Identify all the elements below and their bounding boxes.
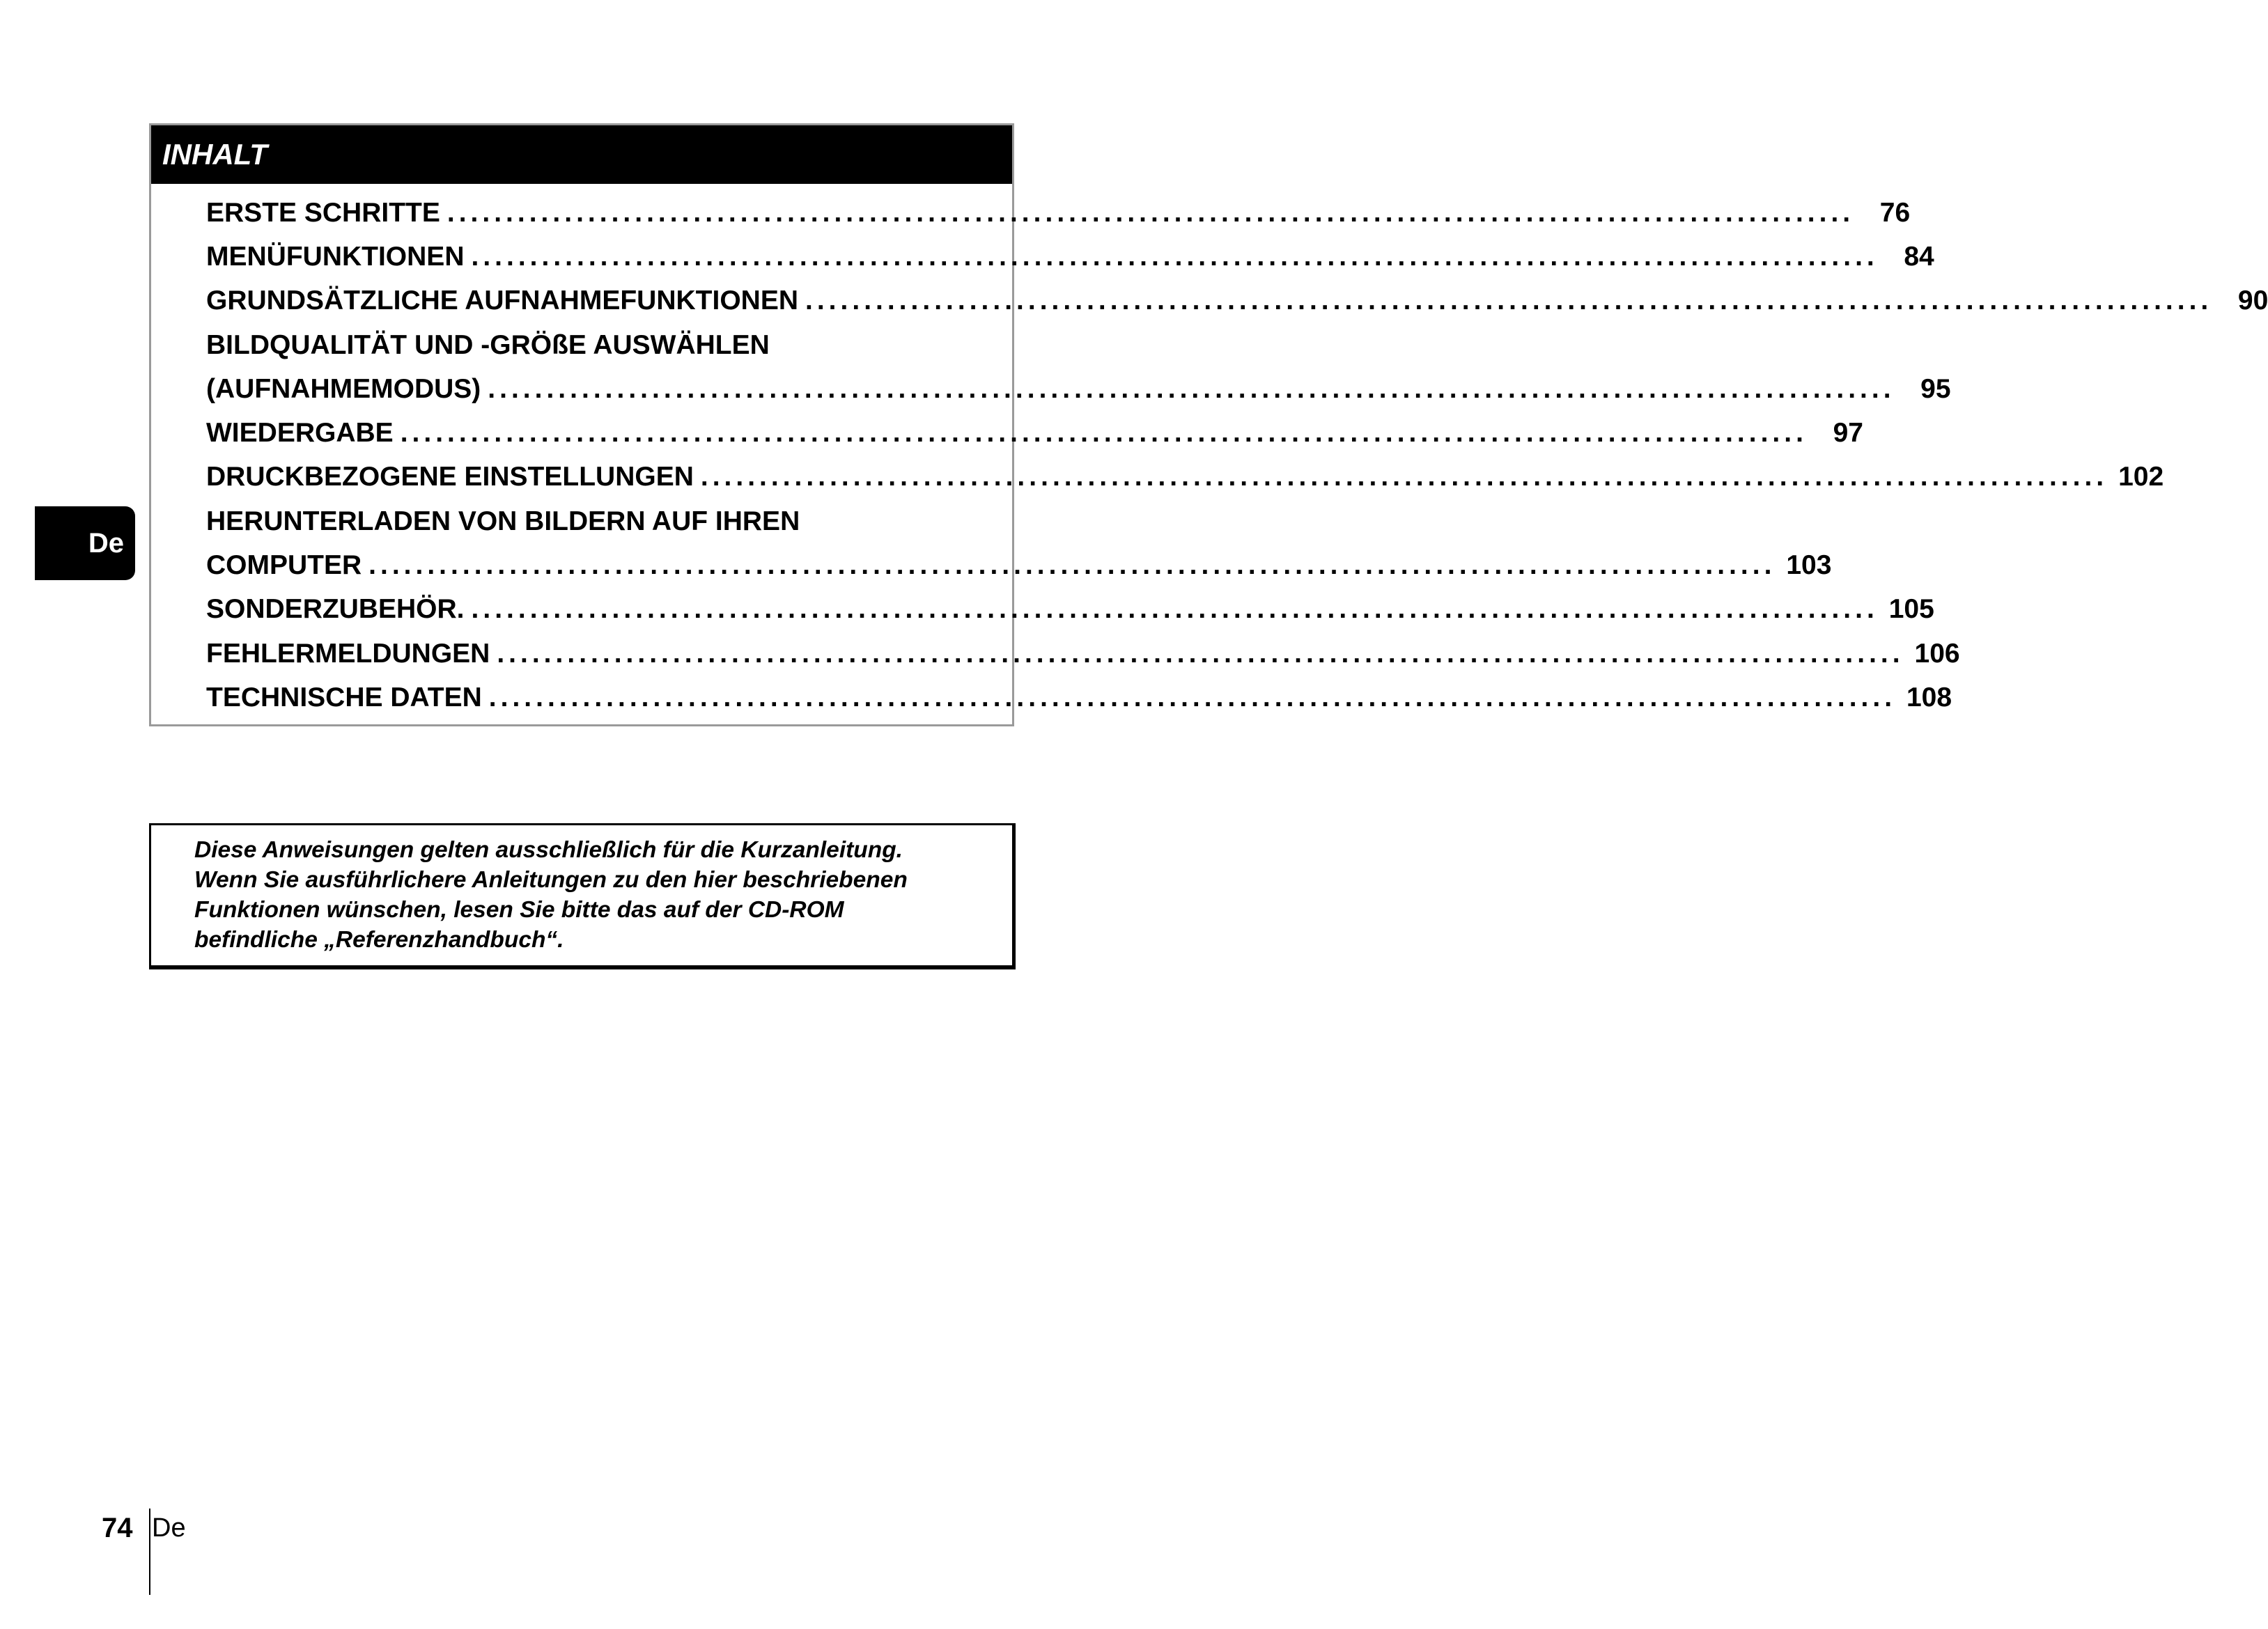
toc-entry[interactable] bbox=[206, 455, 2164, 499]
toc-entry[interactable] bbox=[206, 543, 1832, 587]
toc-entry-continued[interactable] bbox=[206, 499, 986, 543]
dot-leader: ........................................................................................................................ bbox=[446, 197, 1855, 228]
toc-entry-page: 108 bbox=[1906, 682, 1952, 712]
dot-leader: ........................................................................................................................ bbox=[488, 373, 1895, 404]
toc-entry-title: TECHNISCHE DATEN bbox=[206, 682, 482, 712]
note-box bbox=[149, 823, 1016, 969]
toc-entry-title: GRUNDSÄTZLICHE AUFNAHMEFUNKTIONEN bbox=[206, 286, 799, 316]
dot-leader: ........................................................................................................................ bbox=[400, 418, 1808, 449]
toc-entry[interactable] bbox=[206, 632, 1960, 676]
toc-entry-title: DRUCKBEZOGENE EINSTELLUNGEN bbox=[206, 462, 694, 492]
toc-entry-title: HERUNTERLADEN VON BILDERN AUF IHREN bbox=[206, 506, 800, 536]
note-line: Diese Anweisungen gelten ausschließlich für die Kurzanleitung. bbox=[194, 837, 903, 863]
dot-leader: ........................................................................................................................ bbox=[488, 682, 1897, 712]
toc-entry[interactable] bbox=[206, 588, 1934, 632]
toc-entry-title: COMPUTER bbox=[206, 550, 362, 581]
dot-leader: ........................................................................................................................ bbox=[471, 594, 1879, 625]
toc-heading: INHALT bbox=[151, 125, 1012, 184]
toc-entry-title: SONDERZUBEHÖR. bbox=[206, 594, 465, 625]
note-line: Wenn Sie ausführlichere Anleitungen zu den hier beschriebenen bbox=[194, 867, 908, 893]
toc-entry-title: WIEDERGABE bbox=[206, 418, 394, 449]
footer-language: De bbox=[152, 1513, 186, 1543]
toc-entry-page: 97 bbox=[1833, 418, 1863, 449]
toc-entries bbox=[206, 191, 2268, 720]
note-line: befindliche „Referenzhandbuch“. bbox=[194, 927, 564, 953]
toc-entry-page: 95 bbox=[1920, 373, 1951, 404]
toc-entry[interactable] bbox=[206, 235, 1934, 279]
table-of-contents bbox=[149, 123, 2268, 726]
toc-entry[interactable] bbox=[206, 279, 2268, 323]
dot-leader: ........................................................................................................................ bbox=[368, 550, 1776, 581]
dot-leader: ........................................................................................................................ bbox=[497, 638, 1904, 669]
toc-entry-continued[interactable] bbox=[206, 323, 986, 367]
footer-divider bbox=[149, 1509, 150, 1595]
toc-entry-page: 102 bbox=[2118, 462, 2164, 492]
toc-entry[interactable] bbox=[206, 367, 1951, 411]
toc-entry-page: 90 bbox=[2237, 286, 2268, 316]
toc-entry-page: 105 bbox=[1888, 594, 1934, 625]
toc-entry-page: 76 bbox=[1879, 197, 1911, 228]
toc-entry[interactable] bbox=[206, 411, 1863, 455]
toc-entry-title: BILDQUALITÄT UND -GRÖßE AUSWÄHLEN bbox=[206, 329, 770, 360]
toc-entry[interactable] bbox=[206, 676, 1952, 719]
toc-entry[interactable] bbox=[206, 191, 1911, 235]
note-line: Funktionen wünschen, lesen Sie bitte das auf der CD-ROM bbox=[194, 897, 844, 923]
dot-leader: ........................................................................................................................ bbox=[805, 286, 2213, 316]
toc-entry-title: ERSTE SCHRITTE bbox=[206, 197, 440, 228]
dot-leader: ........................................................................................................................ bbox=[471, 241, 1879, 272]
toc-entry-page: 106 bbox=[1914, 638, 1960, 669]
toc-entry-title: MENÜFUNKTIONEN bbox=[206, 241, 465, 272]
toc-entry-title: (AUFNAHMEMODUS) bbox=[206, 373, 481, 404]
toc-entry-page: 103 bbox=[1786, 550, 1832, 581]
toc-entry-title: FEHLERMELDUNGEN bbox=[206, 638, 490, 669]
toc-entry-page: 84 bbox=[1904, 241, 1934, 272]
page-number: 74 bbox=[102, 1513, 133, 1543]
language-tab: De bbox=[35, 506, 135, 580]
dot-leader: ........................................................................................................................ bbox=[700, 462, 2108, 492]
